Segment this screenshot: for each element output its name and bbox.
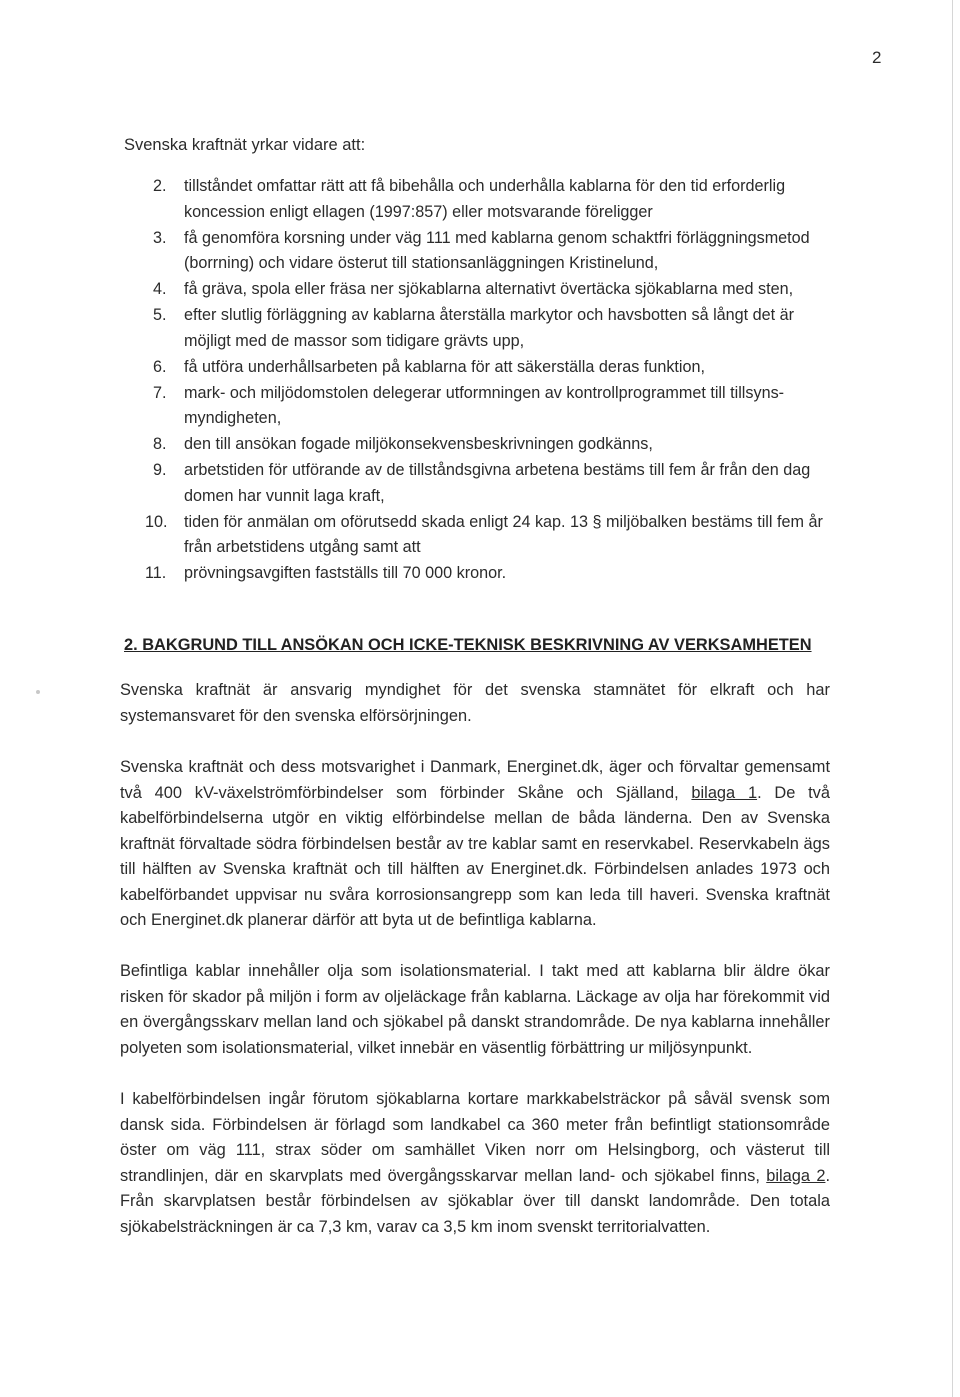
claim-text: mark- och miljödomstolen delegerar utformningen av kontrollprogrammet till tillsyns-myndigheten, bbox=[184, 383, 785, 427]
paragraph-text: Svenska kraftnät och dess motsvarighet i Danmark, Energinet.dk, äger och förvaltar gemensamt två 400 kV-växelströmförbindelser som förbinder Skåne och Själland, bbox=[120, 758, 830, 802]
claim-text: tiden för anmälan om oförutsedd skada enligt 24 kap. 13 § miljöbalken bestäms till fem år från arbetstidens utgång samt att bbox=[184, 512, 823, 556]
attachment-link-1[interactable]: bilaga 1 bbox=[691, 783, 758, 802]
claim-number: 10. bbox=[145, 512, 168, 531]
paragraph-text: I kabelförbindelsen ingår förutom sjökablarna kortare markkabelsträckor på såväl svensk som dansk sida. Förbindelsen är förlagd som landkabel ca 360 meter från befintligt stationsområde öster om väg 111, strax söder om samhället Viken norr om Helsingborg, och västerut till strandlinjen, där en skarvplats med övergångsskarvar mellan land- och sjökabel finns, bbox=[120, 1090, 830, 1185]
claim-item bbox=[0, 277, 836, 303]
scan-speck bbox=[36, 690, 40, 694]
paragraph-route bbox=[120, 1087, 830, 1240]
paragraph-text: . Från skarvplatsen består förbindelsen av sjökablar över till danskt landområde. Den totala sjökabelsträckningen är ca 7,3 km, varav ca 3,5 km inom svenskt territorialvatten. bbox=[120, 1166, 830, 1236]
section-heading: 2. BAKGRUND TILL ANSÖKAN OCH ICKE-TEKNISK BESKRIVNING AV VERKSAMHETEN bbox=[124, 636, 812, 654]
claim-item bbox=[0, 432, 836, 458]
claims-intro: Svenska kraftnät yrkar vidare att: bbox=[124, 136, 366, 154]
claim-number: 3. bbox=[153, 228, 167, 247]
claim-item bbox=[0, 303, 836, 354]
claim-text: prövningsavgiften fastställs till 70 000 kronor. bbox=[184, 564, 507, 582]
claim-item bbox=[0, 561, 836, 587]
paragraph-connections bbox=[120, 755, 830, 934]
claim-text: få gräva, spola eller fräsa ner sjökablarna alternativt övertäcka sjökablarna med sten, bbox=[184, 280, 794, 298]
page-number: 2 bbox=[872, 48, 882, 67]
claim-text: få genomföra korsning under väg 111 med kablarna genom schaktfri förläggningsmetod (borrning) och vidare österut till stationsanläggningen Kristinelund, bbox=[184, 228, 810, 272]
claim-number: 4. bbox=[153, 280, 167, 298]
claim-number: 5. bbox=[153, 306, 167, 324]
paragraph-oil-cables: Befintliga kablar innehåller olja som isolationsmaterial. I takt med att kablarna blir äldre ökar risken för skador på miljön i form av oljeläckage från kablarna. Läckage av olja har förekommit vid en övergångsskarv mellan land och sjökabel på danskt strandområde. De nya kablarna innehåller polyeten som isolationsmaterial, vilket innebär en väsentlig förbättring ur miljösynpunkt. bbox=[120, 962, 830, 1057]
claim-number: 9. bbox=[153, 461, 167, 479]
claim-item bbox=[0, 226, 836, 277]
paragraph-text: . De två kabelförbindelserna utgör en viktig elförbindelse mellan de båda länderna. Den av Svenska kraftnät förvaltade södra förbindelsen består av tre kablar samt en reservkabel. Reservkabeln ägs till hälften av Svenska kraftnät och till hälften av Energinet.dk. Förbindelsen anlades 1973 och kabelförbandet uppvisar nu svåra korrosionsangrepp som kan leda till haveri. Svenska kraftnät och Energinet.dk planerar därför att byta ut de befintliga kablarna. bbox=[120, 783, 830, 929]
claim-text: den till ansökan fogade miljökonsekvensbeskrivningen godkänns, bbox=[184, 435, 653, 453]
claim-number: 11. bbox=[145, 564, 167, 582]
claim-text: efter slutlig förläggning av kablarna återställa markytor och havsbotten så långt det är möjligt med de massor som tidigare grävts upp, bbox=[184, 306, 795, 350]
claims-list bbox=[0, 174, 960, 587]
claim-number: 6. bbox=[153, 357, 167, 376]
claim-item bbox=[0, 174, 836, 225]
attachment-link-2[interactable]: bilaga 2 bbox=[766, 1166, 826, 1185]
claim-number: 8. bbox=[153, 435, 167, 453]
claim-text: tillståndet omfattar rätt att få bibehålla och underhålla kablarna för den tid erforderlig koncession enligt ellagen (1997:857) eller motsvarande föreligger bbox=[184, 177, 786, 221]
claim-number: 7. bbox=[153, 383, 167, 402]
claim-item bbox=[0, 510, 836, 561]
claim-text: arbetstiden för utförande av de tillståndsgivna arbetena bestäms till fem år från den dag domen har vunnit laga kraft, bbox=[184, 461, 811, 505]
claim-item bbox=[0, 381, 836, 432]
paragraph-responsibility: Svenska kraftnät är ansvarig myndighet för det svenska stamnätet för elkraft och har systemansvaret för den svenska elförsörjningen. bbox=[120, 681, 830, 725]
claim-text: få utföra underhållsarbeten på kablarna för att säkerställa deras funktion, bbox=[184, 357, 706, 376]
claim-item bbox=[0, 458, 836, 509]
claim-number: 2. bbox=[153, 177, 167, 195]
claim-item bbox=[0, 355, 836, 381]
